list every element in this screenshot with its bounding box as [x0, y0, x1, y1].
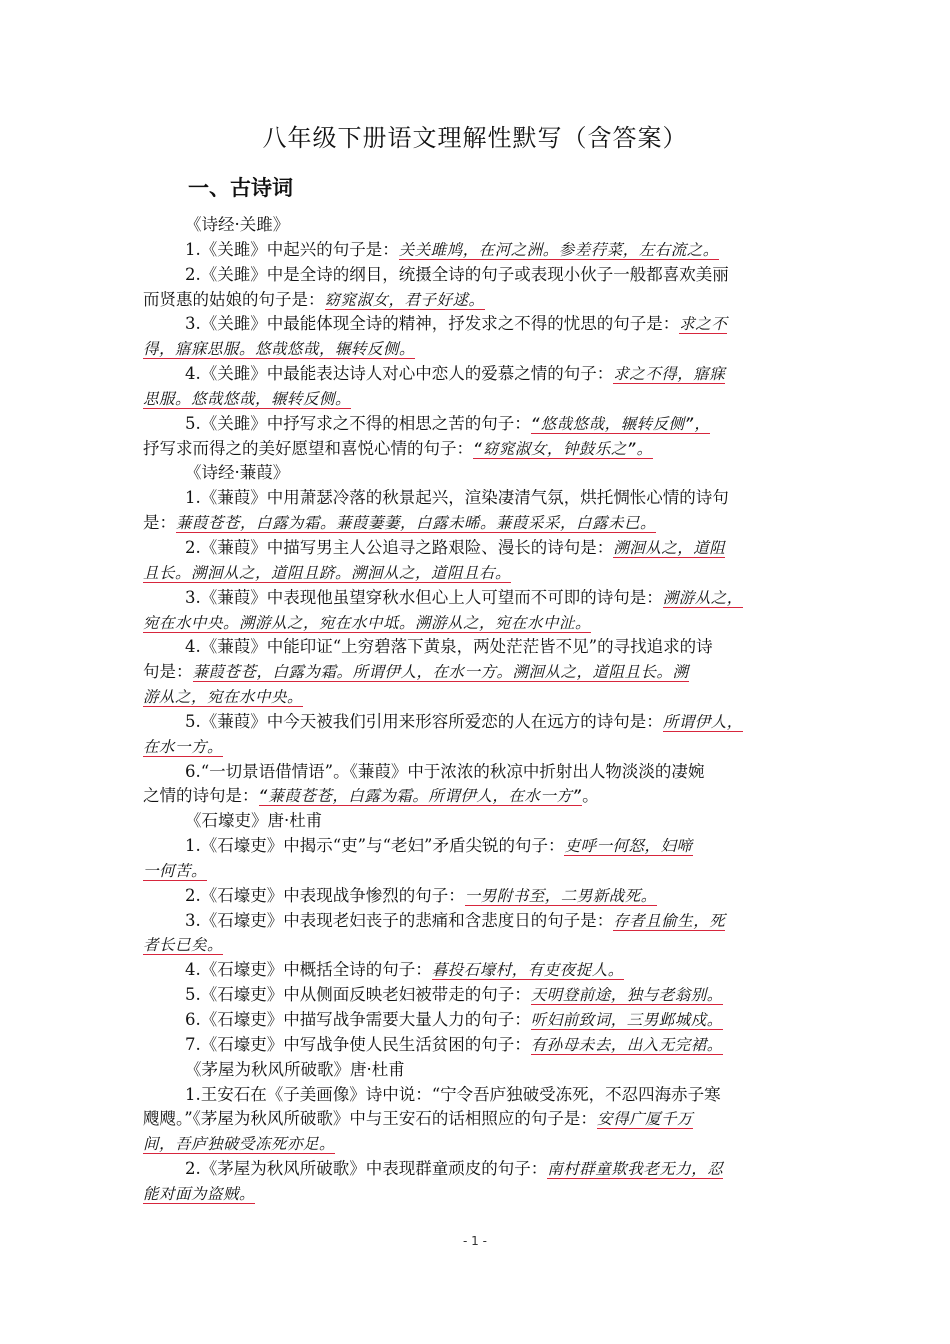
- text-line: [143, 859, 808, 884]
- question-text: 2.《蒹葭》中描写男主人公追寻之路艰险、漫长的诗句是：: [185, 537, 614, 557]
- answer-text: 者长已矣。: [143, 936, 224, 955]
- text-line: [143, 288, 808, 313]
- text-line: [143, 1107, 808, 1132]
- text-line: [143, 735, 808, 760]
- question-text: 3.《关雎》中最能体现全诗的精神，抒发求之不得的忧思的句子是：: [185, 314, 680, 334]
- text-line: [143, 312, 808, 337]
- answer-text: 溯洄从之，道阻: [613, 538, 726, 557]
- text-line: [143, 1157, 808, 1182]
- question-text: 之情的诗句是：: [143, 786, 259, 806]
- text-line: [143, 362, 808, 387]
- question-text: 1.《石壕吏》中揭示“吏”与“老妇”矛盾尖锐的句子：: [185, 836, 565, 856]
- text-line: [143, 511, 808, 536]
- question-text: 1.《蒹葭》中用萧瑟冷落的秋景起兴，渲染凄清气氛，烘托惆怅心情的诗句: [185, 488, 729, 508]
- text-line: [143, 933, 808, 958]
- answer-text: 蒹葭苍苍，白露为霜。蒹葭萋萋，白露未晞。蒹葭采采，白露未已。: [176, 514, 657, 533]
- text-line: [143, 909, 808, 934]
- text-line: [143, 660, 808, 685]
- question-text: 3.《蒹葭》中表现他虽望穿秋水但心上人可望而不可即的诗句是：: [185, 587, 663, 607]
- question-text: 飕飕。”《茅屋为秋风所破歌》中与王安石的话相照应的句子是：: [143, 1109, 597, 1129]
- text-line: [143, 387, 808, 412]
- answer-text: 能对面为盗贼。: [143, 1184, 256, 1203]
- text-line: [143, 784, 808, 809]
- question-text: 2.《关雎》中是全诗的纲目，统摄全诗的句子或表现小伙子一般都喜欢美丽: [185, 264, 729, 284]
- text-line: [143, 1132, 808, 1157]
- poem-heading: [143, 461, 808, 486]
- answer-text: 求之不: [679, 315, 728, 334]
- text-line: [143, 437, 808, 462]
- text-line: [143, 958, 808, 983]
- question-text: 7.《石壕吏》中写战争使人民生活贫困的句子：: [185, 1034, 531, 1054]
- question-text: 4.《蒹葭》中能印证“上穷碧落下黄泉，两处茫茫皆不见”的寻找追求的诗: [185, 637, 713, 657]
- answer-text: 思服。悠哉悠哉，辗转反侧。: [143, 389, 352, 408]
- poem-title: 《诗经·蒹葭》: [185, 463, 290, 483]
- answer-text: 间，吾庐独破受冻死亦足。: [143, 1135, 336, 1154]
- poem-title: 《茅屋为秋风所破歌》唐·杜甫: [185, 1059, 405, 1079]
- text-line: [143, 611, 808, 636]
- answer-text: 存者且偷生，死: [613, 911, 726, 930]
- text-line: [143, 486, 808, 511]
- answer-text: 游从之，宛在水中央。: [143, 688, 304, 707]
- answer-text: 所谓伊人，: [662, 712, 743, 731]
- question-text: 而贤惠的姑娘的句子是：: [143, 289, 325, 309]
- answer-text: 一男附书至，二男新战死。: [464, 886, 657, 905]
- text-line: [143, 1083, 808, 1108]
- answer-text: 天明登前途，独与老翁别。: [530, 986, 723, 1005]
- answer-text: 一何苦。: [143, 861, 208, 880]
- question-text: 抒写求而得之的美好愿望和喜悦心情的句子：: [143, 438, 473, 458]
- trailing-text: 。: [582, 786, 599, 806]
- poem-heading: [143, 809, 808, 834]
- question-text: 句是：: [143, 662, 193, 682]
- text-line: [143, 337, 808, 362]
- question-text: 4.《石壕吏》中概括全诗的句子：: [185, 960, 432, 980]
- answer-text: 安得广厦千万: [596, 1110, 693, 1129]
- answer-text: 有孙母未去，出入无完裙。: [530, 1035, 723, 1054]
- question-text: 6.“一切景语借情语”。《蒹葭》中于浓浓的秋凉中折射出人物淡淡的凄婉: [185, 761, 705, 781]
- answer-text: 蒹葭苍苍，白露为霜。所谓伊人，在水一方。溯洄从之，道阻且长。溯: [192, 663, 689, 682]
- answer-text: 吏呼一何怒，妇啼: [564, 837, 693, 856]
- text-line: [143, 586, 808, 611]
- text-line: [143, 884, 808, 909]
- question-text: 5.《石壕吏》中从侧面反映老妇被带走的句子：: [185, 985, 531, 1005]
- question-text: 1.王安石在《子美画像》诗中说：“宁令吾庐独破受冻死，不忍四海赤子寒: [185, 1084, 721, 1104]
- answer-text: 得，寤寐思服。悠哉悠哉，辗转反侧。: [143, 340, 416, 359]
- question-text: 5.《蒹葭》中今天被我们引用来形容所爱恋的人在远方的诗句是：: [185, 711, 663, 731]
- answer-text: 听妇前致词，三男邺城戍。: [530, 1011, 723, 1029]
- text-line: [143, 561, 808, 586]
- text-line: [143, 983, 808, 1008]
- poem-heading: [143, 213, 808, 238]
- answer-text: 南村群童欺我老无力，忍: [547, 1160, 724, 1179]
- text-line: [143, 263, 808, 288]
- page-title: 八年级下册语文理解性默写（含答案）: [262, 124, 688, 152]
- answer-text: 溯游从之，: [662, 588, 743, 607]
- text-line: [143, 685, 808, 710]
- text-line: [143, 1033, 808, 1058]
- question-text: 是：: [143, 513, 176, 533]
- document-body: [143, 213, 808, 1207]
- text-line: [143, 412, 808, 437]
- answer-text: 窈窕淑女，君子好逑。: [324, 290, 485, 309]
- question-text: 2.《石壕吏》中表现战争惨烈的句子：: [185, 885, 465, 905]
- text-line: [143, 710, 808, 735]
- answer-text: 在水一方。: [143, 737, 224, 756]
- text-line: [143, 760, 808, 785]
- answer-text: “悠哉悠哉，辗转反侧”，: [530, 414, 711, 433]
- question-text: 1.《关雎》中起兴的句子是：: [185, 239, 399, 259]
- text-line: [143, 1008, 808, 1033]
- answer-text: 暮投石壕村，有吏夜捉人。: [431, 961, 624, 980]
- poem-title: 《石壕吏》唐·杜甫: [185, 811, 323, 831]
- question-text: 2.《茅屋为秋风所破歌》中表现群童顽皮的句子：: [185, 1159, 548, 1179]
- text-line: [143, 834, 808, 859]
- poem-heading: [143, 1058, 808, 1083]
- question-text: 6.《石壕吏》中描写战争需要大量人力的句子：: [185, 1010, 531, 1029]
- text-line: [143, 536, 808, 561]
- text-line: [143, 1182, 808, 1207]
- poem-title: 《诗经·关雎》: [185, 215, 290, 234]
- question-text: 4.《关雎》中最能表达诗人对心中恋人的爱慕之情的句子：: [185, 364, 614, 384]
- answer-text: 且长。溯洄从之，道阻且跻。溯洄从之，道阻且右。: [143, 563, 512, 582]
- section-heading: 一、古诗词: [188, 176, 293, 200]
- answer-text: “蒹葭苍苍，白露为霜。所谓伊人，在水一方”: [258, 787, 583, 806]
- answer-text: 宛在水中央。溯游从之，宛在水中坻。溯游从之，宛在水中沚。: [143, 613, 592, 632]
- question-text: 3.《石壕吏》中表现老妇丧子的悲痛和含悲度日的句子是：: [185, 910, 614, 930]
- text-line: [143, 238, 808, 263]
- answer-text: 求之不得，寤寐: [613, 365, 726, 384]
- answer-text: “窈窕淑女，钟鼓乐之”。: [473, 439, 653, 458]
- question-text: 5.《关雎》中抒写求之不得的相思之苦的句子：: [185, 413, 531, 433]
- answer-text: 关关雎鸠，在河之洲。参差荇菜，左右流之。: [398, 240, 719, 259]
- page-number: - 1 -: [463, 1234, 487, 1248]
- text-line: [143, 635, 808, 660]
